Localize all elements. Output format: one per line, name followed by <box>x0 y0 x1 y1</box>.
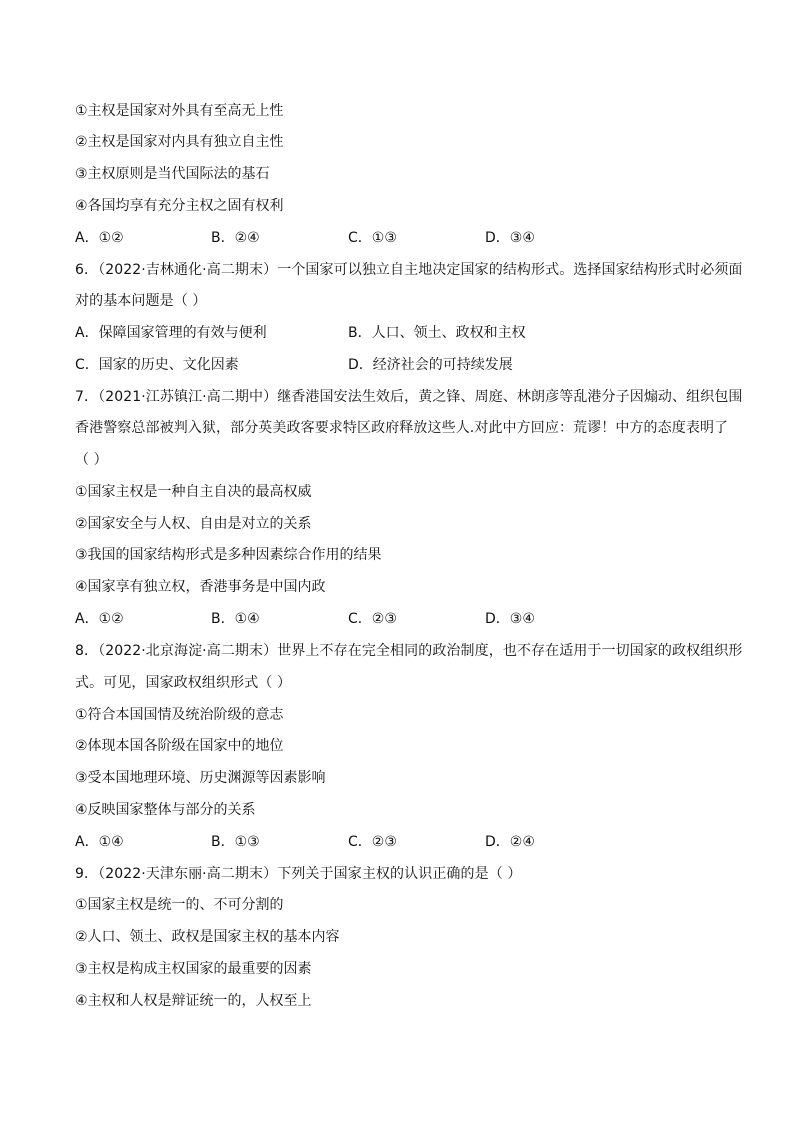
option-a: A．保障国家管理的有效与便利 <box>75 325 267 341</box>
question-7-stem-cont: （ ） <box>75 452 108 468</box>
option-d: D．③④ <box>485 611 535 627</box>
option-a: A．①④ <box>75 834 124 850</box>
question-7-stem: 7．（2021·江苏镇江·高二期中）继香港国安法生效后，黄之锋、周庭、林朗彦等乱港分子因煽动、组织包围 <box>75 389 743 405</box>
answer-options <box>75 226 695 250</box>
option-b: B．①④ <box>211 611 260 627</box>
statement-4: ④各国均享有充分主权之固有权利 <box>75 198 284 214</box>
question-9-stem: 9．（2022·天津东丽·高二期末）下列关于国家主权的认识正确的是（ ） <box>75 866 522 882</box>
option-c: C．①③ <box>348 230 397 246</box>
option-b: B．②④ <box>211 230 260 246</box>
option-d: D．经济社会的可持续发展 <box>348 357 513 373</box>
answer-options <box>75 321 695 345</box>
question-6-stem: 6．（2022·吉林通化·高二期末）一个国家可以独立自主地决定国家的结构形式。选择国家结构形式时必须面 <box>75 262 743 278</box>
option-d: D．③④ <box>485 230 535 246</box>
answer-options <box>75 607 695 631</box>
answer-options <box>75 353 695 377</box>
statement-4: ④反映国家整体与部分的关系 <box>75 802 256 818</box>
statement-4: ④国家享有独立权，香港事务是中国内政 <box>75 579 326 595</box>
statement-3: ③主权原则是当代国际法的基石 <box>75 166 270 182</box>
statement-3: ③受本国地理环境、历史渊源等因素影响 <box>75 770 326 786</box>
statement-1: ①国家主权是统一的、不可分割的 <box>75 897 284 913</box>
statement-2: ②主权是国家对内具有独立自主性 <box>75 134 284 150</box>
option-c: C．国家的历史、文化因素 <box>75 357 239 373</box>
option-b: B．人口、领土、政权和主权 <box>348 325 526 341</box>
option-c: C．②③ <box>348 834 397 850</box>
statement-3: ③我国的国家结构形式是多种因素综合作用的结果 <box>75 547 382 563</box>
option-d: D．②④ <box>485 834 535 850</box>
option-a: A．①② <box>75 230 124 246</box>
question-6-stem-cont: 对的基本问题是（ ） <box>75 293 207 309</box>
statement-4: ④主权和人权是辩证统一的，人权至上 <box>75 993 312 1009</box>
option-c: C．②③ <box>348 611 397 627</box>
answer-options <box>75 830 695 854</box>
statement-1: ①国家主权是一种自主自决的最高权威 <box>75 484 312 500</box>
statement-2: ②人口、领土、政权是国家主权的基本内容 <box>75 929 340 945</box>
statement-3: ③主权是构成主权国家的最重要的因素 <box>75 961 312 977</box>
question-7-stem-cont: 香港警察总部被判入狱，部分英美政客要求特区政府释放这些人.对此中方回应：荒谬！中方的态度表明了 <box>75 420 729 436</box>
question-8-stem-cont: 式。可见，国家政权组织形式（ ） <box>75 675 292 691</box>
statement-2: ②体现本国各阶级在国家中的地位 <box>75 738 284 754</box>
option-a: A．①② <box>75 611 124 627</box>
statement-1: ①主权是国家对外具有至高无上性 <box>75 103 284 119</box>
statement-2: ②国家安全与人权、自由是对立的关系 <box>75 516 312 532</box>
option-b: B．①③ <box>211 834 260 850</box>
statement-1: ①符合本国国情及统治阶级的意志 <box>75 707 284 723</box>
question-8-stem: 8．（2022·北京海淀·高二期末）世界上不存在完全相同的政治制度，也不存在适用于一切国家的政权组织形 <box>75 643 743 659</box>
